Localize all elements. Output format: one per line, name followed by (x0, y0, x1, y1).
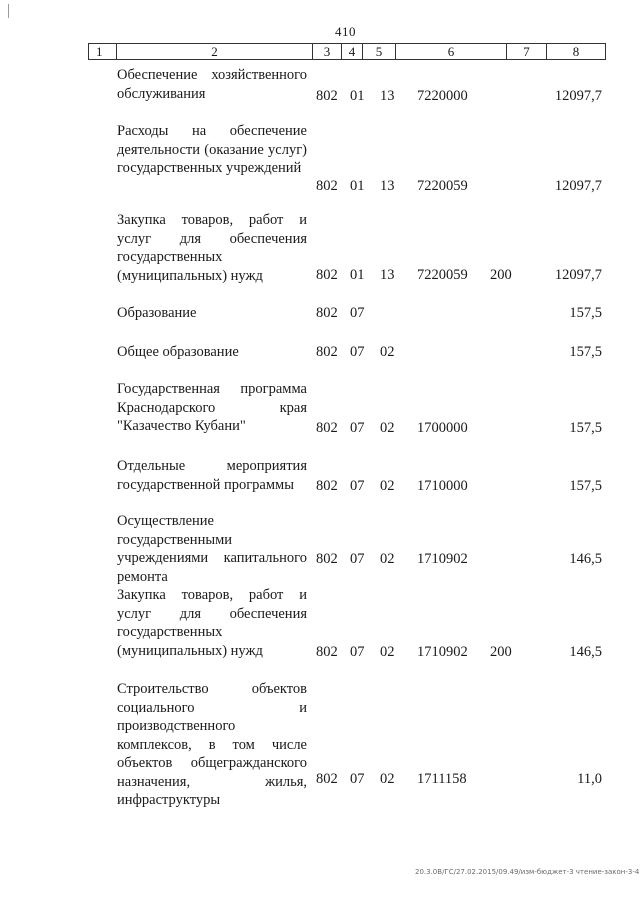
header-col-2: 2 (117, 44, 313, 59)
row-cell-c7: 200 (490, 267, 512, 283)
row-cell-c3: 802 (316, 551, 338, 567)
row-cell-c5: 02 (380, 551, 395, 567)
header-col-5: 5 (363, 44, 396, 59)
row-cell-c5: 13 (380, 267, 395, 283)
row-cell-c3: 802 (316, 344, 338, 360)
row-cell-c4: 07 (350, 420, 365, 436)
row-cell-c6: 1710902 (417, 551, 468, 567)
row-cell-c3: 802 (316, 478, 338, 494)
row-cell-c8: 146,5 (569, 551, 602, 567)
row-cell-c3: 802 (316, 420, 338, 436)
row-cell-c6: 1711158 (417, 771, 467, 787)
page-number: 410 (335, 24, 356, 39)
row-cell-c4: 01 (350, 88, 365, 104)
page-edge-mark (8, 4, 9, 18)
row-description: Обеспечение хозяйственного обслуживания (117, 67, 307, 102)
row-description: Образование (117, 305, 197, 321)
row-cell-c6: 1710000 (417, 478, 468, 494)
row-cell-c8: 146,5 (569, 644, 602, 660)
row-cell-c4: 07 (350, 771, 365, 787)
row-cell-c6: 7220059 (417, 267, 468, 283)
row-cell-c5: 02 (380, 344, 395, 360)
row-cell-c5: 13 (380, 88, 395, 104)
row-cell-c8: 12097,7 (554, 267, 602, 283)
row-description: Осуществление государственными учреждениями капитального ремонта (117, 513, 307, 585)
row-description: Закупка товаров, работ и услуг для обеспечения государственных (муниципальных) нужд (117, 587, 307, 659)
row-description: Общее образование (117, 344, 239, 360)
header-col-3: 3 (313, 44, 342, 59)
row-cell-c5: 02 (380, 478, 395, 494)
header-col-7: 7 (507, 44, 547, 59)
table-header (88, 43, 606, 60)
row-cell-c5: 13 (380, 178, 395, 194)
row-cell-c4: 07 (350, 478, 365, 494)
row-cell-c8: 12097,7 (554, 88, 602, 104)
row-cell-c8: 157,5 (569, 344, 602, 360)
row-description: Закупка товаров, работ и услуг для обеспечения государственных (муниципальных) нужд (117, 212, 307, 284)
row-cell-c4: 07 (350, 344, 365, 360)
row-cell-c7: 200 (490, 644, 512, 660)
row-cell-c6: 7220000 (417, 88, 468, 104)
row-cell-c3: 802 (316, 305, 338, 321)
row-cell-c3: 802 (316, 771, 338, 787)
row-cell-c3: 802 (316, 644, 338, 660)
row-cell-c8: 157,5 (569, 305, 602, 321)
row-description: Расходы на обеспечение деятельности (оказание услуг) государственных учреждений (117, 123, 307, 176)
row-cell-c4: 07 (350, 644, 365, 660)
row-cell-c3: 802 (316, 267, 338, 283)
row-cell-c6: 1700000 (417, 420, 468, 436)
header-col-8: 8 (572, 43, 580, 59)
file-stamp: 20.3.0В/ГС/27.02.2015/09.49/изм-бюджет-3 чтение-закон-3-4 (415, 868, 640, 876)
row-cell-c8: 12097,7 (554, 178, 602, 194)
header-col-1: 1 (89, 44, 117, 59)
row-cell-c4: 01 (350, 178, 365, 194)
row-cell-c4: 07 (350, 551, 365, 567)
row-cell-c4: 01 (350, 267, 365, 283)
row-description: Отдельные мероприятия государственной программы (117, 458, 307, 493)
header-col-4: 4 (342, 44, 363, 59)
row-cell-c5: 02 (380, 420, 395, 436)
row-cell-c5: 02 (380, 771, 395, 787)
row-description: Государственная программа Краснодарского края "Казачество Кубани" (117, 381, 307, 434)
row-description: Строительство объектов социального и производственного комплексов, в том числе объектов общегражданского назначения, жилья, инфраструктуры (117, 681, 307, 808)
row-cell-c8: 11,0 (577, 771, 602, 787)
row-cell-c6: 1710902 (417, 644, 468, 660)
row-cell-c3: 802 (316, 88, 338, 104)
row-cell-c6: 7220059 (417, 178, 468, 194)
row-cell-c4: 07 (350, 305, 365, 321)
row-cell-c8: 157,5 (569, 420, 602, 436)
row-cell-c3: 802 (316, 178, 338, 194)
row-cell-c8: 157,5 (569, 478, 602, 494)
header-col-6: 6 (396, 44, 507, 59)
row-cell-c5: 02 (380, 644, 395, 660)
